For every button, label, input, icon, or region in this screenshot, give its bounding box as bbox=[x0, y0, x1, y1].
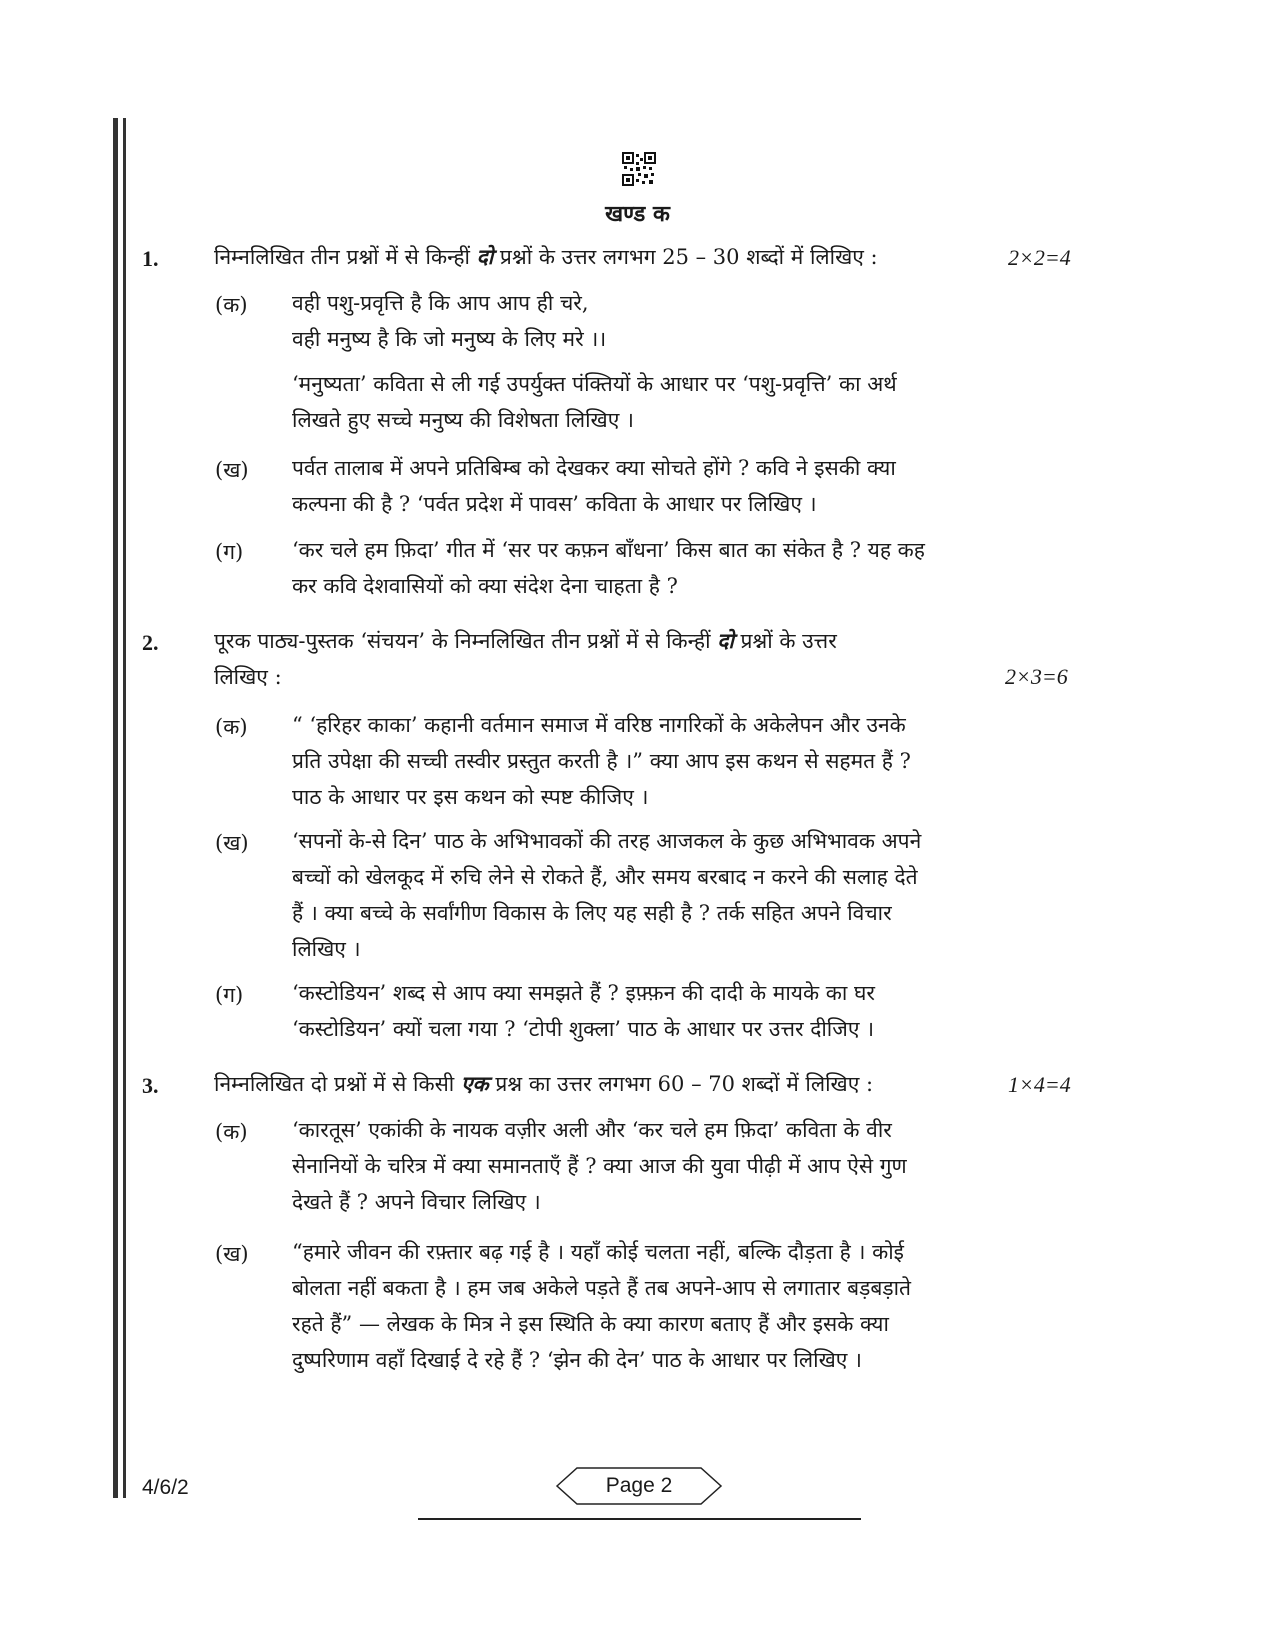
sub-question-line: ‘सपनों के-से दिन’ पाठ के अभिभावकों की तरह आजकल के कुछ अभिभावक अपने bbox=[292, 829, 922, 853]
sub-question-label: (क) bbox=[215, 293, 248, 317]
question-number: 2. bbox=[142, 630, 159, 655]
sub-question-label: (ख) bbox=[215, 458, 249, 482]
question-marks: 2×2=4 bbox=[1008, 245, 1071, 270]
sub-question-line: बच्चों को खेलकूद में रुचि लेने से रोकते हैं, और समय बरबाद न करने की सलाह देते bbox=[292, 865, 918, 889]
paper-code: 4/6/2 bbox=[142, 1476, 189, 1499]
sub-question-line: ‘कस्टोडियन’ क्यों चला गया ? ‘टोपी शुक्ला’ पाठ के आधार पर उत्तर दीजिए । bbox=[292, 1017, 875, 1041]
sub-question-line: रहते हैं” — लेखक के मित्र ने इस स्थिति के क्या कारण बताए हैं और इसके क्या bbox=[292, 1312, 889, 1336]
sub-question-label: (ग) bbox=[215, 983, 244, 1007]
question-number: 3. bbox=[142, 1073, 159, 1098]
sub-question-line: लिखते हुए सच्चे मनुष्य की विशेषता लिखिए । bbox=[292, 408, 634, 432]
question-text: निम्नलिखित दो प्रश्नों में से किसी एक प्रश्न का उत्तर लगभग 60 – 70 शब्दों में लिखिए : bbox=[214, 1071, 874, 1096]
question-marks: 1×4=4 bbox=[1008, 1072, 1071, 1097]
sub-question-line: “हमारे जीवन की रफ़्तार बढ़ गई है । यहाँ कोई चलता नहीं, बल्कि दौड़ता है । कोई bbox=[292, 1240, 904, 1264]
sub-question-line: दुष्परिणाम वहाँ दिखाई दे रहे हैं ? ‘झेन की देन’ पाठ के आधार पर लिखिए । bbox=[292, 1348, 862, 1372]
question-text: पूरक पाठ्य-पुस्तक ‘संचयन’ के निम्नलिखित तीन प्रश्नों में से किन्हीं दो प्रश्नों के उत्तर bbox=[214, 628, 837, 653]
sub-question-line: पाठ के आधार पर इस कथन को स्पष्ट कीजिए । bbox=[292, 785, 649, 809]
sub-question-line: बोलता नहीं बकता है । हम जब अकेले पड़ते हैं तब अपने-आप से लगातार बड़बड़ाते bbox=[292, 1276, 912, 1300]
sub-question-line: “ ‘हरिहर काका’ कहानी वर्तमान समाज में वरिष्ठ नागरिकों के अकेलेपन और उनके bbox=[292, 713, 906, 737]
sub-question-label: (ग) bbox=[215, 540, 244, 564]
sub-question-line: प्रति उपेक्षा की सच्ची तस्वीर प्रस्तुत करती है ।” क्या आप इस कथन से सहमत हैं ? bbox=[292, 749, 911, 773]
sub-question-line: कर कवि देशवासियों को क्या संदेश देना चाहता है ? bbox=[292, 574, 678, 598]
sub-question-label: (ख) bbox=[215, 831, 249, 855]
sub-question-line: हैं । क्या बच्चे के सर्वांगीण विकास के लिए यह सही है ? तर्क सहित अपने विचार bbox=[292, 901, 892, 925]
sub-question-line: देखते हैं ? अपने विचार लिखिए । bbox=[292, 1190, 541, 1214]
sub-question-line: ‘कस्टोडियन’ शब्द से आप क्या समझते हैं ? इफ़्फ़न की दादी के मायके का घर bbox=[292, 981, 876, 1005]
question-text-line2: लिखिए : bbox=[214, 665, 282, 689]
sub-question-label: (क) bbox=[215, 715, 248, 739]
sub-question-line: सेनानियों के चरित्र में क्या समानताएँ हैं ? क्या आज की युवा पीढ़ी में आप ऐसे गुण bbox=[292, 1154, 907, 1178]
sub-question-label: (क) bbox=[215, 1120, 248, 1144]
sub-question-line: ‘कारतूस’ एकांकी के नायक वज़ीर अली और ‘कर चले हम फ़िदा’ कविता के वीर bbox=[292, 1118, 892, 1142]
question-text: निम्नलिखित तीन प्रश्नों में से किन्हीं दो प्रश्नों के उत्तर लगभग 25 – 30 शब्दों में लिखिए : bbox=[214, 244, 878, 269]
sub-question-line: ‘कर चले हम फ़िदा’ गीत में ‘सर पर कफ़न बाँधना’ किस बात का संकेत है ? यह कह bbox=[292, 538, 925, 562]
question-number: 1. bbox=[142, 246, 159, 271]
sub-question-line: कल्पना की है ? ‘पर्वत प्रदेश में पावस’ कविता के आधार पर लिखिए । bbox=[292, 492, 817, 516]
sub-question-label: (ख) bbox=[215, 1242, 249, 1266]
left-margin-bar bbox=[113, 118, 118, 1498]
page-number: Page 2 bbox=[605, 1474, 673, 1497]
left-margin-bar-inner bbox=[123, 118, 126, 1498]
sub-question-line: ‘मनुष्यता’ कविता से ली गई उपर्युक्त पंक्तियों के आधार पर ‘पशु-प्रवृत्ति’ का अर्थ bbox=[292, 372, 897, 396]
sub-question-line: वही पशु-प्रवृत्ति है कि आप आप ही चरे, bbox=[292, 291, 589, 315]
footer-rule bbox=[418, 1518, 861, 1520]
section-title: खण्ड क bbox=[605, 201, 670, 227]
sub-question-line: वही मनुष्य है कि जो मनुष्य के लिए मरे ।। bbox=[292, 327, 607, 351]
question-marks: 2×3=6 bbox=[1005, 664, 1068, 689]
sub-question-line: लिखिए । bbox=[292, 937, 361, 961]
qr-code-icon bbox=[622, 152, 656, 186]
sub-question-line: पर्वत तालाब में अपने प्रतिबिम्ब को देखकर क्या सोचते होंगे ? कवि ने इसकी क्या bbox=[292, 456, 896, 480]
